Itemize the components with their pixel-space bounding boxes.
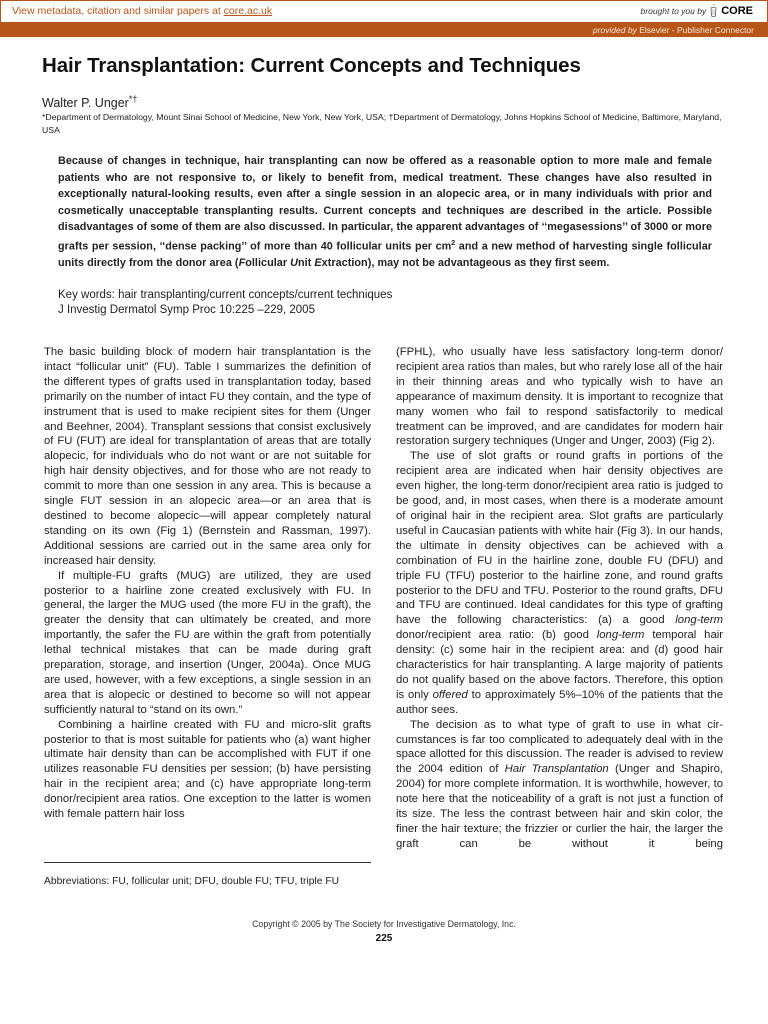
paragraph: If multiple-FU grafts (MUG) are utilized, they are used posterior to a hairline zone created exclusively with FU. In general, the larger the MUG used (the more FU in the graft), the greater the density that can ultimately be created, and more importantly, the safer the FU are within the graft from potentially lethal technical mistakes that can be made during graft preparation, storage, and insertion (Unger, 2004a). Once MUG are used, however, with a few exceptions, a single session in an area that is alopecic or destined to become so will not appear sufficiently natural to “stand on its own.” bbox=[44, 569, 371, 716]
author-marks: *† bbox=[128, 94, 138, 104]
core-logo-text: CORE bbox=[721, 4, 753, 17]
provider-name[interactable]: Elsevier - Publisher Connector bbox=[636, 25, 754, 35]
page-number: 225 bbox=[375, 933, 393, 944]
abstract-text-5: xtraction), may not be advantageous as they first seem. bbox=[321, 256, 610, 269]
abstract-text-3: ollicular bbox=[245, 256, 291, 269]
text-run: The decision as to what type of graft to use in what circumstances is far too complicated to adequately deal with in the space allotted for this discussion. The reader is advised to review the 2004 edition of bbox=[396, 718, 723, 776]
abstract bbox=[58, 153, 712, 271]
article-title: Hair Transplantation: Current Concepts and Techniques bbox=[42, 54, 581, 77]
abstract-superscript: 2 bbox=[451, 239, 456, 247]
brought-to-you-text: brought to you by bbox=[640, 5, 707, 16]
keywords-block bbox=[58, 288, 392, 318]
footnote-divider bbox=[44, 862, 371, 863]
emphasis: long-term bbox=[675, 614, 723, 627]
text-run: (Unger and Shapiro, 2004) for more complete information. It is worthwhile, however, to note here that the noticeability of a graft is not just a function of its size. The less the contrast between hair and skin color, the finer the hair texture; the frizzier or curlier the hair, the larger the graft can be without it being bbox=[396, 763, 723, 850]
core-apple-logo-icon bbox=[709, 4, 718, 17]
text-run: The use of slot grafts or round grafts in portions of the recipient area are indicated when hair density objectives are even higher, the long-term donor/recipient area ratio is judged to be good, and, in most cases, when there is a moderate amount of original hair in the recipient area. Slot grafts are particularly useful in Caucasian patients with white hair (Fig 3). In our hands, the ultimate in density objectives can be achieved with a combination of FU in the hairline zone, double FU (DFU) and triple FU (TFU) posterior to the hairline zone, and round grafts posterior to the DFU and TFU. Posterior to the round grafts, DFU and TFU are continued. Ideal candidates for this type of grafting have the following characteristics: (a) a good bbox=[396, 450, 723, 627]
paragraph bbox=[396, 718, 723, 852]
abstract-acronym-u: U bbox=[290, 256, 298, 269]
emphasis: long-term bbox=[596, 629, 645, 642]
core-provider-bar bbox=[0, 23, 768, 37]
text-run: to approximately 5%–10% of the patients that the author sees. bbox=[396, 688, 723, 716]
paragraph bbox=[396, 449, 723, 717]
provided-by-label: provided by bbox=[592, 25, 637, 35]
abstract-acronym-e: E bbox=[314, 256, 322, 269]
core-brand[interactable] bbox=[641, 4, 753, 17]
paragraph: (FPHL), who usually have less satisfactory long-term donor/ recipient area ratios than males, but who rarely lose all of the hair in their thinning areas and who typically wish to have an appearance of maximum density. It is important to recognize that many women who fail to respond satisfactorily to medical treatment can be improved, and are candidates for modern hair restoration surgery techniques (Unger and Unger, 2003) (Fig 2). bbox=[396, 346, 723, 448]
core-banner bbox=[0, 0, 768, 23]
author-name: Walter P. Unger bbox=[42, 96, 129, 111]
text-run: donor/recipient area ratio: (b) good bbox=[396, 629, 597, 642]
emphasis: offered bbox=[432, 688, 468, 701]
copyright-notice: Copyright © 2005 by The Society for Investigative Dermatology, Inc. bbox=[252, 919, 516, 929]
abbreviations-footnote: Abbreviations: FU, follicular unit; DFU, double FU; TFU, triple FU bbox=[44, 876, 340, 887]
paragraph: Combining a hairline created with FU and micro-slit grafts posterior to that is most suitable for patients who (a) want higher ultimate hair density than can be accomplished with FUT if one utilizes reasonable FU densities per session; (b) have persisting hair in the recipient area; and (c) have appropriate long-term donor/recipient area ratios. One exception to the latter is women with female pattern hair loss bbox=[44, 718, 371, 821]
body-column-right bbox=[396, 345, 723, 852]
view-metadata-text: View metadata, citation and similar papers at bbox=[12, 5, 224, 17]
text-run: temporal hair density: (c) some hair in the recipient area: and (d) good hair characteristics for hair transplanting. A large majority of patients do not qualify based on the above factors. Therefore, this option is only bbox=[396, 629, 723, 701]
abstract-text-4: nit bbox=[298, 256, 315, 269]
paragraph: The basic building block of modern hair transplantation is the intact “follicular unit” (FU). Table I summarizes the definition of the different types of grafts used in transplantation today, based primarily on the number of intact FU they contain, and the type of instrument that is used to make recipient sites for them (Unger and Beehner, 2004). Transplant sessions that consist exclusively of FU (FUT) are ideal for transplantation of areas that are totally alopecic, for individuals who do not want or are not suitable for high hair density objectives, and for those who are not ready to commit to more than one session in any area. This is because a single FUT session in an alopecic area—or an area that is destined to become alopecic—will appear completely natural standing on its own (Fig 1) (Bernstein and Rassman, 1997). Additional sessions are carried out in the same area only for increased hair density. bbox=[44, 346, 371, 567]
book-title: Hair Transplantation bbox=[504, 763, 609, 776]
abstract-text: Because of changes in technique, hair transplanting can now be offered as a reasonable option to more male and female patients who are not responsive to, or likely to benefit from, medical treatment. These changes have also resulted in exceptionally natural-looking results, even after a single session in an alopecic area, or in many individuals with prior and cosmetically unacceptable transplanting results. Current concepts and techniques are described in the article. Possible disadvantages of some of them are also discussed. In particular, the apparent advantages of ‘‘megasessions’’ of 3000 or more grafts per session, ‘‘dense packing’’ of more than 40 follicular units per cm bbox=[58, 155, 712, 253]
core-view-metadata bbox=[12, 5, 272, 17]
body-column-left bbox=[44, 345, 371, 822]
abstract-text-2: and a new method of harvesting single follicular units directly from the donor area ( bbox=[58, 240, 713, 269]
provided-by bbox=[593, 25, 754, 35]
affiliations: *Department of Dermatology, Mount Sinai School of Medicine, New York, New York, USA; †Department of Dermatology, Johns Hopkins School of Medicine, Baltimore, Maryland, USA bbox=[42, 112, 722, 135]
core-link[interactable]: core.ac.uk bbox=[223, 5, 273, 17]
abstract-acronym-f: F bbox=[238, 256, 246, 269]
author-line bbox=[42, 94, 137, 110]
journal-citation: J Investig Dermatol Symp Proc 10:225 –229, 2005 bbox=[58, 304, 315, 316]
keywords: Key words: hair transplanting/current concepts/current techniques bbox=[58, 289, 393, 301]
